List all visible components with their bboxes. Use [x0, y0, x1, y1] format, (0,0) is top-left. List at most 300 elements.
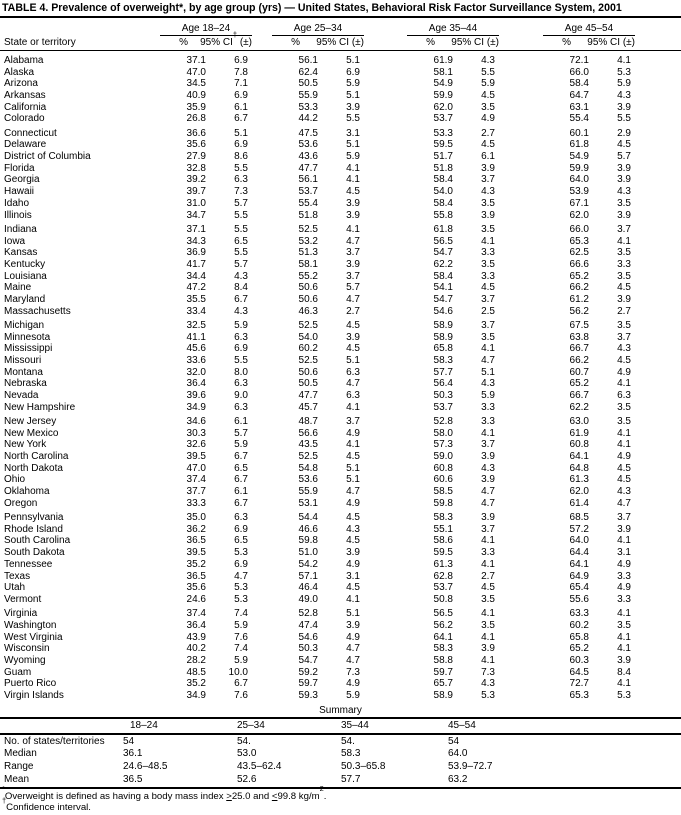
ci-value: 4.3: [617, 343, 631, 355]
percent-value: 58.0: [433, 427, 453, 439]
percent-value: 32.6: [186, 439, 206, 451]
ci-value: 3.5: [617, 319, 631, 331]
ci-value: 3.5: [617, 197, 631, 209]
percent-value: 61.9: [433, 55, 453, 66]
percent-value: 56.5: [433, 608, 453, 620]
state-name: Virgin Islands: [4, 690, 64, 701]
ci-value: 4.1: [346, 439, 360, 451]
summary-value: 64.0: [448, 748, 468, 760]
ci-value: 3.5: [617, 270, 631, 282]
percent-value: 65.4: [569, 582, 589, 594]
ci-value: 3.7: [346, 247, 360, 259]
ci-value: 8.0: [234, 366, 248, 378]
percent-value: 65.2: [569, 643, 589, 655]
state-name: Kansas: [4, 247, 38, 259]
ci-col-header: 95% CI (±): [587, 37, 635, 48]
percent-value: 72.7: [569, 678, 589, 690]
footnote-text: Confidence interval.: [6, 802, 91, 814]
percent-value: 45.6: [186, 343, 206, 355]
percent-value: 50.3: [298, 643, 318, 655]
ci-value: 5.7: [234, 427, 248, 439]
ci-value: 4.9: [481, 113, 495, 125]
percent-value: 61.8: [433, 223, 453, 235]
state-name: Connecticut: [4, 127, 57, 139]
ci-value: 2.5: [481, 305, 495, 317]
state-name: New Hampshire: [4, 401, 76, 413]
state-name: West Virginia: [4, 631, 63, 643]
ci-value: 3.9: [617, 174, 631, 186]
percent-value: 65.8: [433, 343, 453, 355]
percent-value: 58.3: [433, 354, 453, 366]
percent-value: 35.2: [186, 558, 206, 570]
percent-value: 54.6: [433, 305, 453, 317]
ci-value: 4.7: [346, 378, 360, 390]
ci-value: 4.5: [481, 582, 495, 594]
table-row: [3, 608, 681, 620]
table-row: [3, 667, 681, 679]
percent-value: 65.3: [569, 690, 589, 701]
ci-value: 6.9: [234, 343, 248, 355]
percent-value: 58.4: [433, 197, 453, 209]
ci-value: 4.9: [346, 678, 360, 690]
ci-value: 3.3: [481, 247, 495, 259]
percent-value: 60.2: [298, 343, 318, 355]
percent-value: 34.7: [186, 209, 206, 221]
ci-value: 3.7: [346, 270, 360, 282]
dagger-marker: †: [232, 29, 238, 39]
percent-value: 58.5: [433, 486, 453, 498]
percent-value: 64.7: [569, 90, 589, 102]
percent-value: 52.5: [298, 319, 318, 331]
state-name: Iowa: [4, 235, 26, 247]
summary-value: 36.5: [123, 774, 143, 786]
percent-value: 58.4: [433, 270, 453, 282]
ci-value: 4.3: [234, 270, 248, 282]
ci-value: 6.1: [234, 101, 248, 113]
ci-value: 4.9: [346, 558, 360, 570]
ci-value: 3.9: [617, 162, 631, 174]
percent-value: 48.5: [186, 666, 206, 678]
ci-value: 6.7: [234, 678, 248, 690]
percent-value: 44.2: [298, 113, 318, 125]
table-row: [3, 416, 681, 428]
percent-value: 50.6: [298, 366, 318, 378]
ci-value: 3.3: [617, 593, 631, 605]
ci-value: 7.6: [234, 690, 248, 701]
percent-value: 56.2: [569, 305, 589, 317]
ci-value: 4.5: [346, 512, 360, 524]
ci-value: 8.4: [234, 282, 248, 294]
percent-value: 57.1: [298, 570, 318, 582]
percent-value: 56.1: [298, 174, 318, 186]
percent-value: 52.5: [298, 354, 318, 366]
percent-value: 47.2: [186, 282, 206, 294]
ci-value: 4.5: [481, 90, 495, 102]
state-name: North Dakota: [4, 462, 63, 474]
percent-value: 51.8: [298, 209, 318, 221]
state-name: Michigan: [4, 319, 45, 331]
state-name: California: [4, 101, 47, 113]
percent-value: 50.5: [298, 78, 318, 90]
percent-value: 64.8: [569, 462, 589, 474]
table-row: [3, 210, 681, 222]
percent-value: 54.7: [433, 247, 453, 259]
state-name: North Carolina: [4, 451, 69, 463]
percent-value: 39.6: [186, 390, 206, 402]
percent-value: 62.2: [569, 401, 589, 413]
ci-value: 3.3: [481, 547, 495, 559]
ci-value: 4.1: [346, 174, 360, 186]
table-row: [3, 102, 681, 114]
ci-value: 8.6: [234, 151, 248, 163]
table-row: [3, 186, 681, 198]
ci-value: 6.5: [234, 462, 248, 474]
table-row: [3, 498, 681, 510]
percent-value: 66.7: [569, 343, 589, 355]
footnote-text: .: [323, 790, 327, 802]
percent-value: 54.2: [298, 558, 318, 570]
state-name: Texas: [4, 570, 31, 582]
ci-value: 3.7: [481, 174, 495, 186]
ci-value: 4.1: [481, 631, 495, 643]
ci-value: 3.5: [617, 619, 631, 631]
percent-value: 58.1: [298, 258, 318, 270]
table-row: [3, 390, 681, 402]
summary-stat-label: Median: [4, 748, 37, 760]
state-name: Arizona: [4, 78, 38, 90]
percent-value: 59.7: [433, 666, 453, 678]
percent-value: 34.9: [186, 401, 206, 413]
percent-value: 62.0: [433, 101, 453, 113]
ci-value: 4.1: [481, 608, 495, 620]
table-row: [3, 139, 681, 151]
ci-value: 3.5: [617, 416, 631, 427]
ci-value: 8.4: [617, 666, 631, 678]
ci-value: 5.9: [617, 78, 631, 90]
ci-value: 3.1: [346, 127, 360, 139]
table-row: [3, 678, 681, 690]
percent-value: 53.3: [298, 101, 318, 113]
percent-value: 39.5: [186, 547, 206, 559]
percent-value: 67.1: [569, 197, 589, 209]
percent-value: 50.3: [433, 390, 453, 402]
table-row: [3, 512, 681, 524]
percent-value: 50.6: [298, 293, 318, 305]
percent-value: 60.3: [569, 654, 589, 666]
summary-value: 53.0: [237, 748, 257, 760]
table-row: [3, 90, 681, 102]
percent-value: 31.0: [186, 197, 206, 209]
ci-value: 3.3: [481, 416, 495, 427]
percent-value: 54.7: [433, 293, 453, 305]
percent-value: 34.5: [186, 78, 206, 90]
summary-section-title: Summary: [319, 704, 362, 716]
ci-value: 4.1: [481, 558, 495, 570]
table-title: TABLE 4. Prevalence of overweight*, by age group (yrs) — United States, Behavioral Risk Factor Surveillance System, 2001: [0, 0, 681, 18]
ci-value: 4.7: [346, 235, 360, 247]
ci-value: 3.5: [481, 593, 495, 605]
percent-value: 47.0: [186, 462, 206, 474]
percent-value: 43.5: [298, 439, 318, 451]
percent-value: 43.9: [186, 631, 206, 643]
main-table: [0, 18, 681, 702]
summary-body: [0, 735, 681, 787]
summary-value: 36.1: [123, 748, 143, 760]
percent-value: 54.9: [433, 78, 453, 90]
percent-value: 39.2: [186, 174, 206, 186]
table-row: [3, 55, 681, 67]
state-name: Indiana: [4, 223, 37, 235]
ci-value: 3.3: [617, 258, 631, 270]
footnotes: [2, 784, 681, 814]
ci-value: 3.9: [346, 331, 360, 343]
percent-value: 53.1: [298, 497, 318, 509]
percent-value: 35.6: [186, 139, 206, 151]
percent-value: 59.9: [433, 90, 453, 102]
table-row: [3, 163, 681, 175]
ci-value: 5.5: [234, 162, 248, 174]
percent-value: 58.9: [433, 690, 453, 701]
table-row: [3, 559, 681, 571]
ci-value: 4.5: [346, 535, 360, 547]
state-name: Hawaii: [4, 186, 35, 198]
footnote-text: Overweight is defined as having a body mass index: [4, 790, 227, 802]
state-name: Ohio: [4, 474, 26, 486]
ci-value: 3.9: [346, 619, 360, 631]
percent-value: 55.6: [569, 593, 589, 605]
percent-value: 35.6: [186, 582, 206, 594]
ci-value: 4.1: [617, 678, 631, 690]
percent-value: 55.8: [433, 209, 453, 221]
percent-value: 52.8: [433, 416, 453, 427]
summary-value: 43.5–62.4: [237, 761, 282, 773]
ci-value: 4.5: [617, 474, 631, 486]
table-row: [3, 620, 681, 632]
percent-value: 59.9: [569, 162, 589, 174]
percent-value: 35.9: [186, 101, 206, 113]
percent-value: 36.5: [186, 570, 206, 582]
percent-value: 39.7: [186, 186, 206, 198]
ci-value: 4.7: [617, 497, 631, 509]
table-row: [3, 282, 681, 294]
percent-value: 33.3: [186, 497, 206, 509]
state-name: Virginia: [4, 608, 38, 620]
table-row: [3, 439, 681, 451]
age-group-header-row: [3, 18, 681, 36]
ci-value: 5.7: [617, 151, 631, 163]
percent-value: 47.7: [298, 390, 318, 402]
percent-value: 40.9: [186, 90, 206, 102]
percent-value: 61.8: [569, 139, 589, 151]
percent-value: 64.1: [569, 451, 589, 463]
ci-value: 5.3: [234, 547, 248, 559]
ci-value: 5.1: [346, 55, 360, 66]
percent-value: 64.4: [569, 547, 589, 559]
percent-value: 54.4: [298, 512, 318, 524]
percent-value: 34.6: [186, 416, 206, 427]
summary-age-header: 18–24: [130, 719, 158, 731]
table-row: [3, 67, 681, 79]
percent-value: 52.5: [298, 451, 318, 463]
percent-value: 36.4: [186, 378, 206, 390]
ci-value: 4.1: [617, 643, 631, 655]
table-row: [3, 643, 681, 655]
ci-value: 3.7: [617, 223, 631, 235]
percent-value: 58.4: [433, 174, 453, 186]
summary-value: 63.2: [448, 774, 468, 786]
ci-value: 3.7: [617, 512, 631, 524]
percent-value: 66.0: [569, 66, 589, 78]
percent-value: 64.1: [433, 631, 453, 643]
table-row: [3, 306, 681, 318]
percent-value: 33.6: [186, 354, 206, 366]
ci-value: 3.5: [617, 401, 631, 413]
percent-value: 51.3: [298, 247, 318, 259]
ci-value: 3.3: [481, 270, 495, 282]
state-name: Idaho: [4, 197, 30, 209]
summary-age-header: 25–34: [237, 719, 265, 731]
ci-value: 5.9: [481, 390, 495, 402]
ci-value: 5.7: [234, 197, 248, 209]
state-name: Illinois: [4, 209, 32, 221]
ci-value: 4.1: [346, 223, 360, 235]
percent-value: 61.3: [433, 558, 453, 570]
percent-value: 33.4: [186, 305, 206, 317]
state-name: Washington: [4, 619, 57, 631]
percent-value: 61.3: [569, 474, 589, 486]
table-row: [3, 259, 681, 271]
ci-value: 4.3: [481, 378, 495, 390]
ci-value: 4.3: [617, 486, 631, 498]
state-name: New Mexico: [4, 427, 59, 439]
table-row: [3, 632, 681, 644]
percent-value: 58.6: [433, 535, 453, 547]
table-row: [3, 547, 681, 559]
percent-value: 54.9: [569, 151, 589, 163]
percent-value: 40.2: [186, 643, 206, 655]
ci-value: 6.3: [234, 174, 248, 186]
table-row: [3, 236, 681, 248]
state-name: Alaska: [4, 66, 35, 78]
state-name: Nebraska: [4, 378, 47, 390]
state-name: Montana: [4, 366, 43, 378]
ci-value: 4.5: [481, 282, 495, 294]
percent-value: 59.8: [298, 535, 318, 547]
ci-value: 4.1: [346, 593, 360, 605]
ci-value: 3.1: [346, 570, 360, 582]
percent-value: 54.0: [433, 186, 453, 198]
summary-stat-label: Range: [4, 761, 34, 773]
summary-value: 54: [448, 735, 460, 747]
ci-value: 4.1: [481, 343, 495, 355]
state-name: Kentucky: [4, 258, 46, 270]
percent-value: 55.4: [569, 113, 589, 125]
state-name: Alabama: [4, 55, 44, 66]
table-row: [3, 428, 681, 440]
ci-value: 4.1: [617, 535, 631, 547]
percent-value: 55.2: [298, 270, 318, 282]
percent-value: 51.8: [433, 162, 453, 174]
ci-value: 4.1: [617, 55, 631, 66]
ci-value: 5.7: [234, 258, 248, 270]
ci-value: 6.9: [234, 139, 248, 151]
ci-value: 3.9: [617, 293, 631, 305]
ci-value: 4.9: [617, 558, 631, 570]
ci-value: 3.9: [481, 209, 495, 221]
table-row: [3, 271, 681, 283]
summary-row: [3, 748, 681, 761]
percent-col-header: %: [291, 37, 300, 48]
percent-value: 36.6: [186, 127, 206, 139]
percent-value: 66.2: [569, 282, 589, 294]
ci-value: 3.3: [617, 570, 631, 582]
ci-value: 6.7: [234, 113, 248, 125]
ci-col-header: 95% CI† (±): [200, 29, 252, 48]
state-name: Rhode Island: [4, 523, 63, 535]
ci-value: 4.7: [481, 497, 495, 509]
state-name: Wyoming: [4, 654, 46, 666]
table-row: [3, 224, 681, 236]
percent-value: 64.9: [569, 570, 589, 582]
percent-value: 61.9: [569, 427, 589, 439]
percent-value: 37.7: [186, 486, 206, 498]
ci-value: 4.9: [617, 366, 631, 378]
percent-value: 50.6: [298, 282, 318, 294]
percent-value: 60.1: [569, 127, 589, 139]
state-name: New Jersey: [4, 416, 57, 427]
footnote-text: 99.8 kg/m: [277, 790, 320, 802]
summary-header-row: [3, 719, 681, 733]
ci-value: 4.7: [346, 643, 360, 655]
percent-value: 35.2: [186, 678, 206, 690]
state-name: Mississippi: [4, 343, 53, 355]
ci-value: 4.5: [481, 139, 495, 151]
percent-value: 53.2: [298, 235, 318, 247]
state-name: Maryland: [4, 293, 46, 305]
state-name: Missouri: [4, 354, 42, 366]
ci-value: 6.9: [234, 55, 248, 66]
state-name: Louisiana: [4, 270, 47, 282]
percent-value: 35.5: [186, 293, 206, 305]
percent-value: 41.1: [186, 331, 206, 343]
ci-value: 3.9: [346, 101, 360, 113]
ci-value: 3.9: [481, 451, 495, 463]
percent-value: 61.2: [569, 293, 589, 305]
ci-value: 5.3: [617, 690, 631, 701]
ci-value: 4.5: [346, 186, 360, 198]
ci-value: 4.7: [234, 570, 248, 582]
ci-value: 7.4: [234, 643, 248, 655]
percent-value: 35.0: [186, 512, 206, 524]
age-group-header-label: Age 25–34: [272, 22, 364, 36]
summary-value: 53.9–72.7: [448, 761, 493, 773]
percent-value: 56.5: [433, 235, 453, 247]
percent-value: 50.8: [433, 593, 453, 605]
ci-value: 6.5: [234, 535, 248, 547]
percent-value: 46.6: [298, 523, 318, 535]
ci-value: 4.5: [346, 451, 360, 463]
ci-value: 4.1: [617, 378, 631, 390]
state-name: Minnesota: [4, 331, 51, 343]
percent-value: 47.7: [298, 162, 318, 174]
state-col-header: State or territory: [4, 37, 76, 48]
percent-value: 43.6: [298, 151, 318, 163]
ci-value: 7.4: [234, 608, 248, 620]
state-name: Guam: [4, 666, 32, 678]
ci-value: 4.7: [346, 293, 360, 305]
percent-value: 49.0: [298, 593, 318, 605]
ci-value: 3.9: [617, 654, 631, 666]
